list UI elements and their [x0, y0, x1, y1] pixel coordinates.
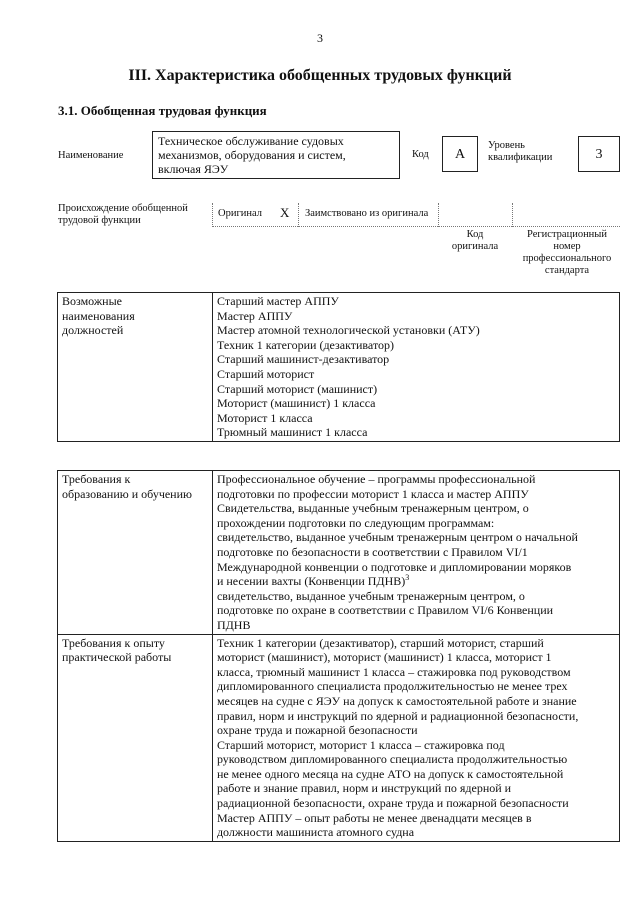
level-label: [488, 140, 552, 164]
section-title: III. Характеристика обобщенных трудовых функций: [128, 67, 512, 84]
reg-number-caption-line: Регистрационный: [527, 229, 607, 240]
page-number: 3: [317, 31, 323, 45]
experience-label-line: Требования к опыту: [62, 635, 165, 650]
experience-line: не менее одного месяца на судне АТО на допуск к самостоятельной: [216, 766, 564, 781]
function-name-box: [152, 131, 400, 179]
position-item: Моторист (машинист) 1 класса: [217, 396, 376, 411]
education-line-with-footnote: [217, 574, 615, 589]
table-row: [58, 634, 620, 841]
function-name-line: Техническое обслуживание судовых: [158, 134, 344, 148]
origin-divider: [512, 203, 513, 227]
code-label: Код: [412, 149, 429, 160]
function-name-line: механизмов, оборудования и систем,: [158, 148, 346, 162]
code-original-caption-line: Код: [466, 229, 484, 240]
education-line: прохождении подготовки по следующим программам:: [216, 515, 495, 530]
positions-label-line: должностей: [62, 323, 124, 338]
education-line: Международной конвенции о подготовке и дипломировании моряков: [216, 559, 572, 574]
position-item: Трюмный машинист 1 класса: [217, 425, 368, 440]
reg-number-caption-line: стандарта: [544, 265, 590, 276]
origin-label-line: трудовой функции: [58, 215, 141, 226]
experience-line: охране труда и пожарной безопасности: [216, 723, 418, 738]
positions-list: [213, 293, 620, 442]
experience-line: дипломированного специалиста продолжительностью не менее трех: [216, 679, 568, 694]
education-line: Свидетельства, выданные учебным тренажерным центром, о: [216, 501, 529, 516]
experience-label: [58, 634, 213, 841]
level-label-line: Уровень: [488, 140, 525, 151]
experience-line: Техник 1 категории (дезактиватор), старший моторист, старший: [216, 635, 544, 650]
experience-line: Мастер АППУ – опыт работы не менее двенадцати месяцев в: [216, 810, 532, 825]
experience-line: радиационной безопасности, охране труда и пожарной безопасности: [216, 796, 569, 811]
position-item: Старший моторист (машинист): [217, 381, 378, 396]
experience-line: моторист (машинист), моторист (машинист) 1 класса, моторист 1: [216, 650, 552, 665]
origin-label-line: Происхождение обобщенной: [58, 203, 188, 214]
footnote-marker: 3: [405, 573, 410, 583]
education-line: ПДНВ: [216, 617, 251, 632]
table-row: [58, 293, 620, 442]
table-row: [58, 471, 620, 635]
position-item: Старший мастер АППУ: [217, 294, 339, 308]
education-line: и несении вахты (Конвенции ПДНВ): [216, 574, 406, 589]
education-line: подготовки по профессии моторист 1 класса и мастер АППУ: [216, 486, 529, 501]
experience-line: правил, норм и инструкций по ядерной и радиационной безопасности,: [216, 708, 579, 723]
experience-line: должности машиниста атомного судна: [216, 825, 415, 840]
origin-divider: [298, 203, 299, 227]
subsection-title: 3.1. Обобщенная трудовая функция: [58, 103, 267, 118]
reg-number-caption-line: профессионального: [522, 253, 612, 264]
positions-label-line: Возможные: [62, 294, 122, 308]
origin-underline: [212, 226, 620, 227]
education-line: подготовке по безопасности в соответствии с Правилом VI/1: [216, 544, 528, 559]
education-label-line: образованию и обучению: [62, 486, 192, 501]
position-item: Техник 1 категории (дезактиватор): [217, 337, 395, 352]
experience-line: месяцев на судне с ЯЭУ на допуск к самостоятельной работе и знание: [216, 693, 577, 708]
position-item: Мастер АППУ: [217, 308, 293, 323]
level-value: 3: [578, 136, 620, 172]
education-text: [212, 471, 619, 635]
origin-label: [58, 203, 188, 227]
education-label: [58, 471, 213, 635]
origin-divider: [438, 203, 439, 227]
requirements-table: [57, 470, 620, 842]
origin-divider: [212, 203, 213, 227]
experience-line: Старший моторист, моторист 1 класса – стажировка под: [216, 737, 505, 752]
name-label: Наименование: [58, 150, 124, 161]
positions-label-line: наименования: [62, 308, 135, 323]
reg-number-caption-line: номер: [553, 241, 581, 252]
position-item: Старший машинист-дезактиватор: [217, 352, 390, 367]
positions-label: [58, 293, 213, 442]
code-value: А: [442, 136, 478, 172]
original-label: Оригинал: [218, 208, 262, 219]
code-original-caption-line: оригинала: [451, 241, 499, 252]
position-item: Старший моторист: [217, 366, 315, 381]
experience-line: руководством дипломированного специалиста продолжительностью: [216, 752, 568, 767]
original-mark: X: [280, 205, 290, 220]
function-name-line: включая ЯЭУ: [158, 162, 229, 176]
experience-line: класса, трюмный машинист 1 класса – стажировка под руководством: [216, 664, 571, 679]
education-line: Профессиональное обучение – программы профессиональной: [216, 472, 536, 486]
experience-line: работе и знание правил, норм и инструкций по ядерной и: [216, 781, 512, 796]
level-label-line: квалификации: [488, 152, 553, 163]
experience-text: [212, 634, 619, 841]
positions-table: [57, 292, 620, 442]
position-item: Моторист 1 класса: [217, 410, 313, 425]
experience-label-line: практической работы: [62, 650, 172, 665]
reg-number-caption: [514, 229, 620, 277]
education-line: свидетельство, выданное учебным тренажерным центром, о: [216, 588, 525, 603]
position-item: Мастер атомной технологической установки (АТУ): [217, 323, 480, 338]
education-line: подготовке по охране в соответствии с Правилом VI/6 Конвенции: [216, 603, 554, 618]
borrowed-label: Заимствовано из оригинала: [305, 208, 429, 219]
education-line: свидетельство, выданное учебным тренажерным центром о начальной: [216, 530, 578, 545]
code-original-caption: [440, 229, 510, 253]
education-label-line: Требования к: [62, 472, 131, 486]
